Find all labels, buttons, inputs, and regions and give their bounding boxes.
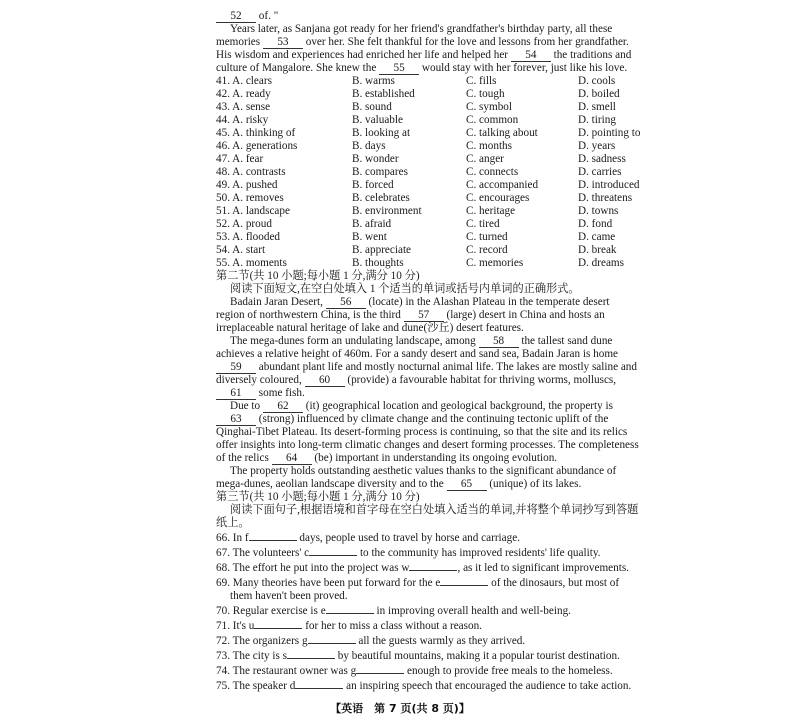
- answer-blank: [356, 663, 404, 674]
- option-b: B. environment: [352, 205, 422, 217]
- option-d: D. pointing to: [578, 127, 641, 139]
- question-69: [216, 575, 676, 590]
- text-fragment: over her. She felt thankful for the love and lessons from her grandfather.: [302, 36, 629, 48]
- section-3-instruction: 阅读下面句子,根据语境和首字母在空白处填入适当的单词,并将整个单词抄写到答题: [230, 504, 639, 516]
- text-fragment: mega-dunes, aeolian landscape diversity and to the: [216, 478, 447, 490]
- passage-line: The property holds outstanding aesthetic values thanks to the significant abundance of: [230, 465, 617, 477]
- answer-blank: [295, 678, 343, 689]
- text-fragment: 68. The effort he put into the project was w: [216, 562, 410, 574]
- option-d: D. came: [578, 231, 616, 243]
- option-d: D. smell: [578, 101, 616, 113]
- page-footer: 【英语 第 7 页(共 8 页)】: [330, 702, 470, 715]
- question-68: [216, 560, 676, 575]
- text-fragment: an inspiring speech that encouraged the audience to take action.: [343, 680, 632, 692]
- text-fragment: 66. In f: [216, 532, 249, 544]
- passage-line: Years later, as Sanjana got ready for her friend's grandfather's birthday party, all these: [230, 23, 613, 35]
- option-c: C. fills: [466, 75, 497, 87]
- passage-line: irreplaceable natural heritage of lake and dune(沙丘) desert features.: [216, 322, 524, 334]
- option-c: C. months: [466, 140, 513, 152]
- option-c: C. accompanied: [466, 179, 539, 191]
- answer-blank: [409, 560, 457, 571]
- option-d: D. threatens: [578, 192, 633, 204]
- option-c: C. tough: [466, 88, 505, 100]
- text-fragment: (strong) influenced by climate change and the continuing tectonic uplift of the: [256, 413, 609, 425]
- blank-54: 54: [511, 50, 551, 62]
- text-fragment: would stay with her forever, just like his love.: [419, 62, 628, 74]
- option-b: B. valuable: [352, 114, 403, 126]
- text-fragment: abundant plant life and mostly nocturnal animal life. The lakes are mostly saline and: [256, 361, 637, 373]
- option-c: C. symbol: [466, 101, 513, 113]
- text-fragment: 74. The restaurant owner was g: [216, 665, 357, 677]
- passage-line: [216, 361, 676, 374]
- option-d: D. towns: [578, 205, 619, 217]
- option-a: 51. A. landscape: [216, 205, 290, 217]
- option-b: B. looking at: [352, 127, 411, 139]
- option-b: B. afraid: [352, 218, 392, 230]
- text-fragment: to the community has improved residents' life quality.: [357, 547, 601, 559]
- text-fragment: region of northwestern China, is the third: [216, 309, 404, 321]
- answer-blank: [308, 633, 356, 644]
- text-fragment: Badain Jaran Desert,: [230, 296, 326, 308]
- section-3-heading: 第三节(共 10 小题;每小题 1 分,满分 10 分): [216, 491, 420, 503]
- answer-blank: [287, 648, 335, 659]
- option-b: B. wonder: [352, 153, 399, 165]
- option-d: D. tiring: [578, 114, 616, 126]
- blank-52: 52: [216, 11, 256, 23]
- text-fragment: by beautiful mountains, making it a popular tourist destination.: [334, 650, 620, 662]
- option-c: C. tired: [466, 218, 500, 230]
- answer-blank: [309, 545, 357, 556]
- passage-line: [216, 309, 676, 322]
- option-a: 41. A. clears: [216, 75, 272, 87]
- text-fragment: (provide) a favourable habitat for thriving worms, molluscs,: [344, 374, 617, 386]
- option-d: D. break: [578, 244, 617, 256]
- text-fragment: 71. It's u: [216, 620, 255, 632]
- passage-line: Qinghai-Tibet Plateau. Its desert-forming process is continuing, so that the site and its relics: [216, 426, 628, 438]
- question-70: [216, 603, 676, 618]
- option-d: D. sadness: [578, 153, 626, 165]
- passage-line: [216, 36, 676, 49]
- text-fragment: (large) desert in China and hosts an: [443, 309, 605, 321]
- text-fragment: (unique) of its lakes.: [486, 478, 582, 490]
- passage-line: [216, 387, 676, 400]
- blank-64: 64: [272, 453, 312, 465]
- option-a: 53. A. flooded: [216, 231, 281, 243]
- text-fragment: enough to provide free meals to the homeless.: [404, 665, 613, 677]
- option-c: C. memories: [466, 257, 524, 269]
- blank-53: 53: [263, 37, 303, 49]
- text-fragment: of the dinosaurs, but most of: [488, 577, 620, 589]
- option-b: B. forced: [352, 179, 394, 191]
- text-fragment: 75. The speaker d: [216, 680, 296, 692]
- blank-60: 60: [305, 375, 345, 387]
- text-fragment: culture of Mangalore. She knew the: [216, 62, 380, 74]
- option-a: 43. A. sense: [216, 101, 271, 113]
- blank-62: 62: [263, 401, 303, 413]
- option-b: B. days: [352, 140, 386, 152]
- passage-line: 52 of. ": [216, 10, 676, 23]
- option-c: C. encourages: [466, 192, 530, 204]
- blank-55: 55: [379, 63, 419, 75]
- option-a: 50. A. removes: [216, 192, 284, 204]
- passage-end: [216, 10, 676, 75]
- text-fragment: the tallest sand dune: [518, 335, 613, 347]
- option-d: D. dreams: [578, 257, 624, 269]
- blank-57: 57: [404, 310, 444, 322]
- passage-line: [216, 335, 676, 348]
- option-a: 49. A. pushed: [216, 179, 278, 191]
- blank-58: 58: [479, 336, 519, 348]
- option-b: B. warms: [352, 75, 395, 87]
- passage-line: [216, 62, 676, 75]
- passage-line: achieves a relative height of 460m. For a sandy desert and sand sea, Badain Jaran is home: [216, 348, 619, 360]
- option-c: C. turned: [466, 231, 508, 243]
- option-a: 54. A. start: [216, 244, 266, 256]
- text-fragment: diversely coloured,: [216, 374, 305, 386]
- text-fragment: , as it led to significant improvements.: [457, 562, 629, 574]
- passage-line: [216, 413, 676, 426]
- blank-63: 63: [216, 414, 256, 426]
- question-71: [216, 618, 676, 633]
- option-c: C. common: [466, 114, 519, 126]
- question-69-continued: them haven't been proved.: [230, 590, 348, 602]
- text-fragment: all the guests warmly as they arrived.: [355, 635, 526, 647]
- passage-line: [216, 49, 676, 62]
- text-fragment: of the relics: [216, 452, 272, 464]
- option-b: B. sound: [352, 101, 392, 113]
- exam-page: [216, 10, 676, 693]
- text-fragment: 72. The organizers g: [216, 635, 308, 647]
- passage-line: [216, 296, 676, 309]
- text-fragment: (be) important in understanding its ongoing evolution.: [311, 452, 558, 464]
- option-d: D. fond: [578, 218, 613, 230]
- options-grid: [216, 75, 676, 270]
- text-fragment: 70. Regular exercise is e: [216, 605, 326, 617]
- option-a: 52. A. proud: [216, 218, 272, 230]
- option-b: B. appreciate: [352, 244, 412, 256]
- passage-line: [216, 374, 676, 387]
- answer-blank: [254, 618, 302, 629]
- section-3-instruction: 纸上。: [216, 517, 250, 529]
- passage-line: [216, 400, 676, 413]
- option-d: D. cools: [578, 75, 616, 87]
- text-fragment: memories: [216, 36, 263, 48]
- text-fragment: some fish.: [256, 387, 305, 399]
- passage-line: offer insights into long-term climatic changes and desert forming processes. The completeness: [216, 439, 639, 451]
- option-a: 45. A. thinking of: [216, 127, 296, 139]
- option-b: B. established: [352, 88, 415, 100]
- blank-56: 56: [326, 297, 366, 309]
- passage-line: [216, 452, 676, 465]
- section-3: [216, 491, 676, 693]
- question-75: [216, 678, 676, 693]
- option-d: D. boiled: [578, 88, 620, 100]
- option-c: C. anger: [466, 153, 504, 165]
- option-c: C. record: [466, 244, 508, 256]
- section-2-heading: 第二节(共 10 小题;每小题 1 分,满分 10 分): [216, 270, 420, 282]
- text-fragment: 73. The city is s: [216, 650, 287, 662]
- question-67: [216, 545, 676, 560]
- option-b: B. thoughts: [352, 257, 404, 269]
- option-a: 42. A. ready: [216, 88, 271, 100]
- answer-blank: [249, 530, 297, 541]
- option-c: C. heritage: [466, 205, 516, 217]
- option-a: 48. A. contrasts: [216, 166, 286, 178]
- option-b: B. went: [352, 231, 387, 243]
- blank-65: 65: [447, 479, 487, 491]
- option-a: 55. A. moments: [216, 257, 287, 269]
- option-d: D. introduced: [578, 179, 640, 191]
- option-a: 44. A. risky: [216, 114, 269, 126]
- option-a: 46. A. generations: [216, 140, 298, 152]
- question-73: [216, 648, 676, 663]
- section-2-instruction: 阅读下面短文,在空白处填入 1 个适当的单词或括号内单词的正确形式。: [230, 283, 580, 295]
- text-fragment: The mega-dunes form an undulating landscape, among: [230, 335, 479, 347]
- question-72: [216, 633, 676, 648]
- text-fragment: in improving overall health and well-being.: [373, 605, 571, 617]
- option-a: 47. A. fear: [216, 153, 264, 165]
- text-fragment: the traditions and: [550, 49, 632, 61]
- text-fragment: days, people used to travel by horse and carriage.: [296, 532, 520, 544]
- option-c: C. connects: [466, 166, 519, 178]
- option-d: D. carries: [578, 166, 622, 178]
- question-66: [216, 530, 676, 545]
- section-2: [216, 270, 676, 491]
- blank-61: 61: [216, 388, 256, 400]
- text-fragment: 67. The volunteers' c: [216, 547, 310, 559]
- option-b: B. compares: [352, 166, 408, 178]
- text-fragment: Due to: [230, 400, 263, 412]
- text-fragment: (it) geographical location and geological background, the property is: [302, 400, 613, 412]
- text-fragment: His wisdom and experiences had enriched her life and helped her: [216, 49, 511, 61]
- answer-blank: [326, 603, 374, 614]
- option-d: D. years: [578, 140, 616, 152]
- blank-59: 59: [216, 362, 256, 374]
- answer-blank: [440, 575, 488, 586]
- question-74: [216, 663, 676, 678]
- passage-line: [216, 478, 676, 491]
- text-fragment: (locate) in the Alashan Plateau in the temperate desert: [365, 296, 610, 308]
- option-c: C. talking about: [466, 127, 538, 139]
- text-fragment: 69. Many theories have been put forward for the e: [216, 577, 441, 589]
- option-b: B. celebrates: [352, 192, 410, 204]
- text-fragment: for her to miss a class without a reason.: [302, 620, 482, 632]
